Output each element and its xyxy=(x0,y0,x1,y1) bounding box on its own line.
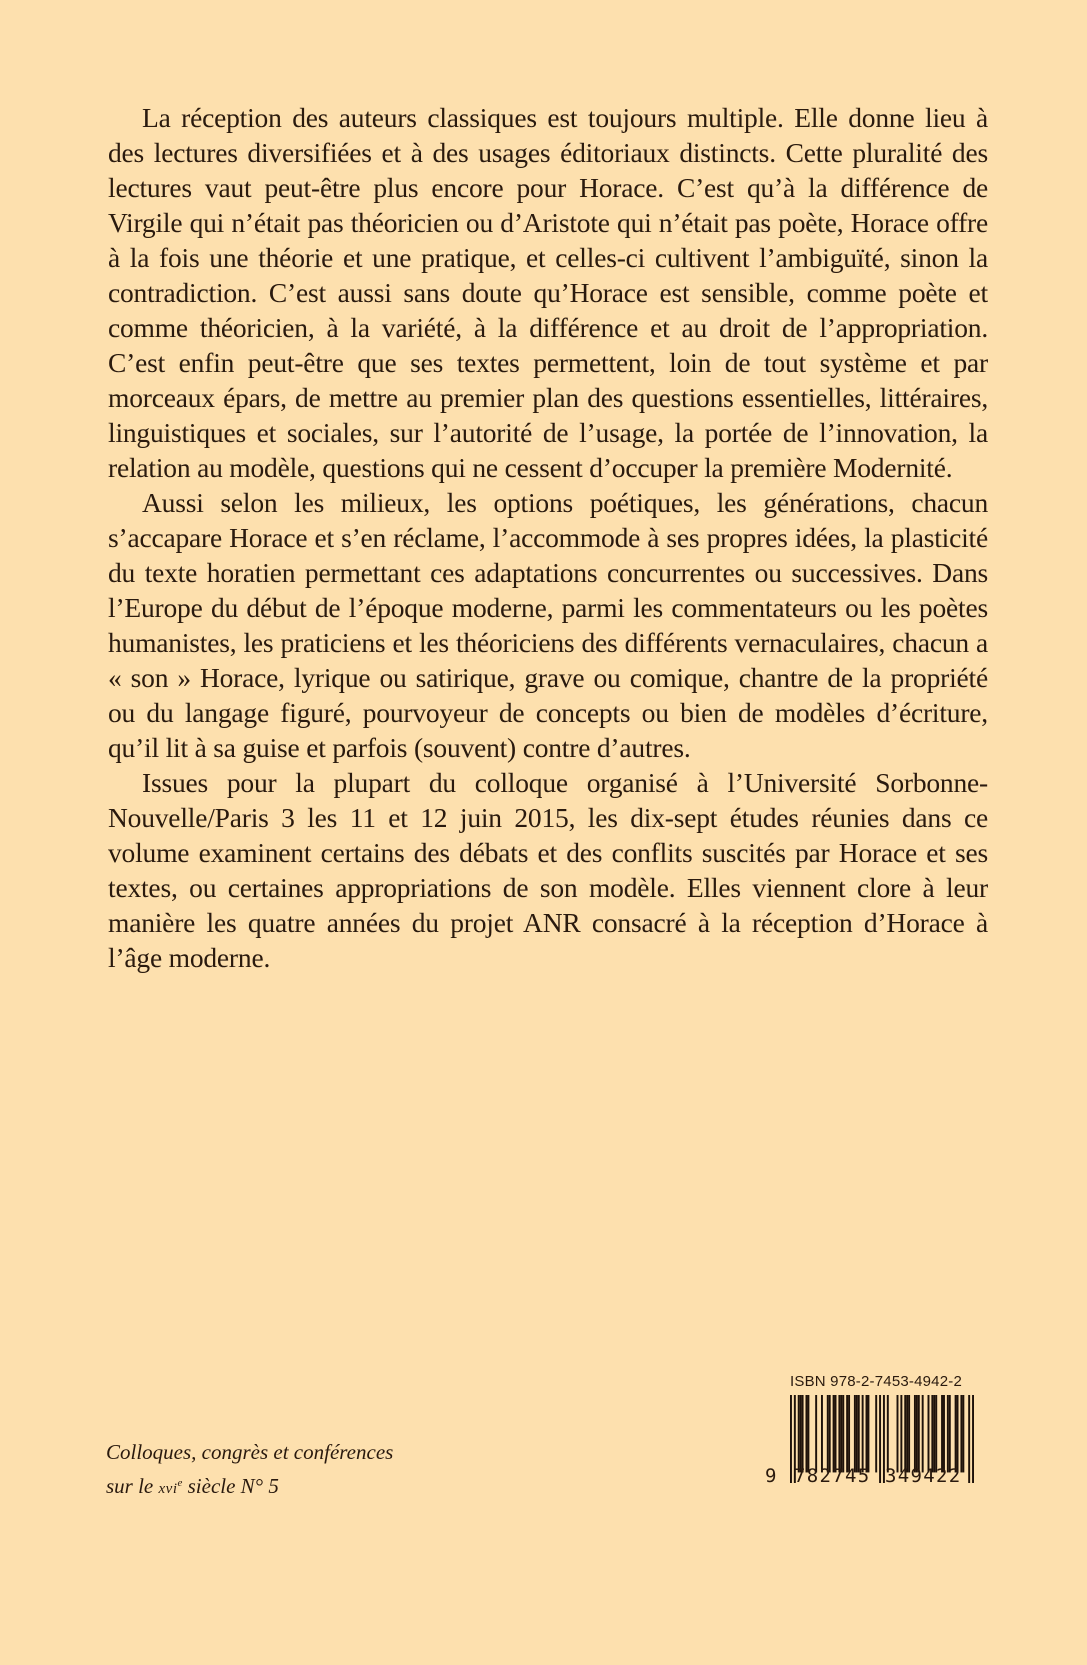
barcode-bar xyxy=(867,1395,869,1472)
barcode-bar xyxy=(918,1395,920,1472)
barcode-bar xyxy=(955,1395,957,1472)
barcode-bar xyxy=(833,1395,835,1472)
barcode-bar xyxy=(900,1395,902,1472)
barcode-bar xyxy=(840,1395,842,1472)
century-roman: xvi xyxy=(158,1481,178,1497)
barcode-bar xyxy=(838,1395,840,1472)
barcode-bar xyxy=(887,1395,889,1472)
barcode-bar xyxy=(854,1395,856,1472)
barcode-bar xyxy=(835,1395,837,1472)
series-title xyxy=(106,1437,393,1505)
barcode-bar xyxy=(802,1395,804,1472)
back-cover-blurb xyxy=(108,100,988,975)
barcode-bar xyxy=(897,1395,899,1472)
barcode-bar xyxy=(941,1395,943,1472)
barcode-bar xyxy=(949,1395,951,1472)
barcode-bar xyxy=(815,1395,817,1472)
barcode-digits-right: 349422 xyxy=(885,1465,962,1487)
barcode-bar xyxy=(972,1395,974,1483)
barcode-bar xyxy=(906,1395,908,1472)
barcode-bar xyxy=(904,1395,906,1472)
barcode-bar xyxy=(931,1395,933,1472)
paragraph-1: La réception des auteurs classiques est toujours multiple. Elle donne lieu à des lectures diversifiées et à des usages éditoriaux distincts. Cette pluralité des lectures vaut peut-être plus encore pour Horace. C’est qu’à la différence de Virgile qui n’était pas théoricien ou d’Aristote qui n’était pas poète, Horace offre à la fois une théorie et une pratique, et celles-ci cultivent l’ambiguïté, sinon la contradiction. C’est aussi sans doute qu’Horace est sensible, comme poète et comme théoricien, à la variété, à la différence et au droit de l’appropriation. C’est enfin peut-être que ses textes permettent, loin de tout système et par morceaux épars, de mettre au premier plan des questions essentielles, littéraires, linguistiques et sociales, sur l’autorité de l’usage, la portée de l’innovation, la relation au modèle, questions qui ne cessent d’occuper la première Modernité. xyxy=(108,102,988,483)
paragraph-3: Issues pour la plupart du colloque organisé à l’Université Sorbonne-Nouvelle/Paris 3 les 11 et 12 juin 2015, les dix-sept études réunies dans ce volume examinent certains des débats et des conflits suscités par Horace et ses textes, ou certaines appropriations de son modèle. Elles viennent clore à leur manière les quatre années du projet ANR consacré à la réception d’Horace à l’âge moderne. xyxy=(108,767,988,973)
paragraph-2: Aussi selon les milieux, les options poétiques, les générations, chacun s’accapare Horace et s’en réclame, l’accommode à ses propres idées, la plasticité du texte horatien permettant ces adaptations concurrentes ou successives. Dans l’Europe du début de l’époque moderne, parmi les commentateurs ou les poètes humanistes, les praticiens et les théoriciens des différents vernaculaires, chacun a « son » Horace, lyrique ou satirique, grave ou comique, chantre de la propriété ou du langage figuré, pourvoyeur de concepts ou bien de modèles d’écriture, qu’il lit à sa guise et parfois (souvent) contre d’autres. xyxy=(108,487,988,763)
barcode-bar xyxy=(800,1395,802,1472)
barcode-bar xyxy=(908,1395,910,1472)
barcode-bar xyxy=(916,1395,918,1472)
barcode-bar xyxy=(805,1395,807,1472)
century-superscript: e xyxy=(177,1477,183,1489)
barcode-bar xyxy=(866,1395,868,1472)
barcode-bar xyxy=(957,1395,959,1472)
barcode-bar xyxy=(829,1395,831,1472)
barcode-bar xyxy=(935,1395,937,1472)
series-line-1: Colloques, congrès et conférences xyxy=(106,1440,394,1464)
barcode-bar xyxy=(848,1395,850,1472)
barcode-bar xyxy=(922,1395,924,1472)
isbn-label: ISBN 978-2-7453-4942-2 xyxy=(790,1373,963,1390)
barcode-bar xyxy=(933,1395,935,1472)
barcode-digit-first: 9 xyxy=(765,1465,777,1487)
barcode-bar xyxy=(960,1395,962,1472)
barcode-bar xyxy=(858,1395,860,1472)
barcode-bar xyxy=(827,1395,829,1472)
barcode-bar xyxy=(943,1395,945,1472)
series-line-2: sur le xvi$^e$ siècle N° 5 xyxy=(106,1474,279,1498)
barcode-bar xyxy=(842,1395,844,1472)
barcode-bar xyxy=(856,1395,858,1472)
barcode-bar xyxy=(821,1395,823,1472)
barcode-bar xyxy=(947,1395,949,1472)
barcode-bar xyxy=(879,1395,881,1483)
barcode-bar xyxy=(807,1395,809,1472)
barcode-bar xyxy=(962,1395,964,1472)
barcode-bar xyxy=(862,1395,864,1472)
barcode-digits-left: 782745 xyxy=(794,1465,871,1487)
barcode-bar xyxy=(914,1395,916,1472)
barcode-bar xyxy=(846,1395,848,1472)
barcode-bar xyxy=(790,1395,792,1483)
barcode-bar xyxy=(968,1395,970,1483)
barcode-bar xyxy=(875,1395,877,1472)
barcode-bar xyxy=(798,1395,800,1472)
barcode-bar xyxy=(928,1395,930,1472)
